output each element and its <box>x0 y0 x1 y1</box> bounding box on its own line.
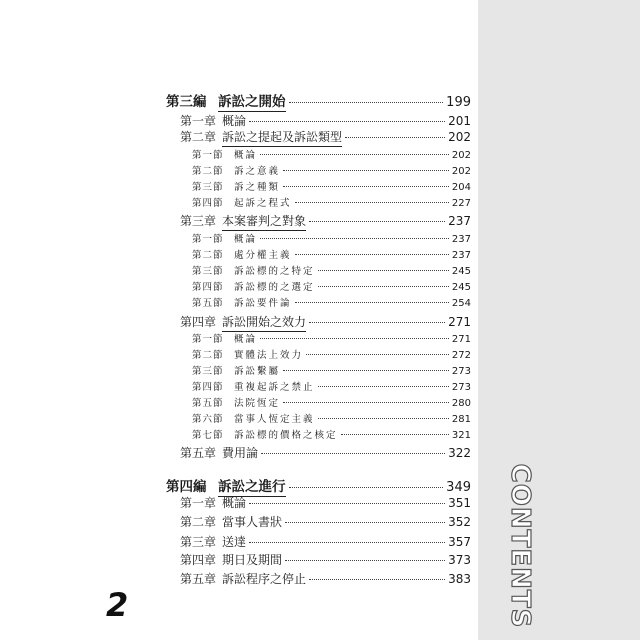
toc-section-page: 237 <box>451 250 471 261</box>
dot-leader <box>318 386 449 387</box>
dot-leader <box>283 186 449 187</box>
toc-section-title: 訴訟標的之特定 <box>234 266 315 277</box>
toc-chapter-label: 第一章 <box>180 114 217 128</box>
dot-leader <box>318 286 449 287</box>
dot-leader <box>260 154 449 155</box>
dot-leader <box>345 137 445 138</box>
toc-section-page: 202 <box>451 166 471 177</box>
toc-section-label: 第二節 <box>192 250 224 261</box>
toc-section-row <box>192 427 471 441</box>
toc-section-label: 第三節 <box>192 366 224 377</box>
toc-section-page: 321 <box>451 430 471 441</box>
toc-chapter-title: 訴訟程序之停止 <box>222 572 307 586</box>
toc-chapter-title: 訴訟之提起及訴訟類型 <box>222 128 342 147</box>
toc-section-row <box>192 395 471 409</box>
toc-section-row <box>192 331 471 345</box>
toc-chapter-title: 當事人書狀 <box>222 515 283 529</box>
toc-chapter-title: 概論 <box>222 114 247 128</box>
dot-leader <box>295 254 449 255</box>
toc-section-row <box>192 347 471 361</box>
toc-part-title: 訴訟之開始 <box>218 90 286 112</box>
dot-leader <box>249 121 445 122</box>
toc-section-title: 概論 <box>234 234 258 245</box>
toc-chapter-label: 第三章 <box>180 535 217 549</box>
toc-section-page: 271 <box>451 334 471 345</box>
toc-section-page: 254 <box>451 298 471 309</box>
toc-chapter-title: 概論 <box>222 496 247 510</box>
toc-chapter-title: 訴訟開始之效力 <box>222 313 306 332</box>
dot-leader <box>260 238 449 239</box>
toc-part-label: 第四編 <box>166 479 207 495</box>
toc-section-page: 281 <box>451 414 471 425</box>
toc-section-row <box>192 147 471 161</box>
toc-chapter-title: 本案審判之對象 <box>222 212 306 231</box>
toc-section-title: 當事人恆定主義 <box>234 414 315 425</box>
toc-section-label: 第四節 <box>192 198 224 209</box>
toc-part-label: 第三編 <box>166 94 207 110</box>
contents-label-text: CONTENTS <box>505 463 535 629</box>
toc-section-page: 245 <box>451 266 471 277</box>
toc-section-row <box>192 411 471 425</box>
toc-section-row <box>192 279 471 293</box>
toc-chapter-page: 373 <box>448 553 471 567</box>
dot-leader <box>341 434 449 435</box>
dot-leader <box>309 221 445 222</box>
toc-section-title: 訴之種類 <box>234 182 281 193</box>
toc-section-page: 245 <box>451 282 471 293</box>
dot-leader <box>289 102 444 103</box>
toc-chapter-title: 費用論 <box>222 446 259 460</box>
toc-section-page: 273 <box>451 366 471 377</box>
dot-leader <box>283 370 449 371</box>
toc-chapter-page: 237 <box>448 214 471 228</box>
toc-chapter-label: 第三章 <box>180 214 217 228</box>
toc-section-title: 訴訟標的之選定 <box>234 282 315 293</box>
toc-chapter-label: 第五章 <box>180 446 217 460</box>
toc-chapter-page: 383 <box>448 572 471 586</box>
toc-section-page: 273 <box>451 382 471 393</box>
toc-section-row <box>192 247 471 261</box>
toc-section-label: 第一節 <box>192 234 224 245</box>
toc-chapter-label: 第一章 <box>180 496 217 510</box>
dot-leader <box>283 170 449 171</box>
toc-chapter-row <box>180 494 471 511</box>
toc-chapter-label: 第二章 <box>180 130 217 144</box>
toc-section-page: 204 <box>451 182 471 193</box>
toc-section-label: 第二節 <box>192 166 224 177</box>
toc-chapter-page: 201 <box>448 114 471 128</box>
dot-leader <box>249 503 445 504</box>
toc-section-title: 概論 <box>234 334 258 345</box>
toc-section-title: 訴訟繫屬 <box>234 366 281 377</box>
toc-section-title: 起訴之程式 <box>234 198 292 209</box>
toc-chapter-row <box>180 551 471 568</box>
toc-section-label: 第五節 <box>192 398 224 409</box>
dot-leader <box>249 542 445 543</box>
dot-leader <box>309 322 445 323</box>
dot-leader <box>283 402 449 403</box>
toc-chapter-title: 期日及期間 <box>222 553 283 567</box>
dot-leader <box>289 487 444 488</box>
toc-section-title: 實體法上效力 <box>234 350 304 361</box>
toc-chapter-title: 送達 <box>222 535 247 549</box>
toc-section-label: 第四節 <box>192 382 224 393</box>
dot-leader <box>295 202 449 203</box>
toc-chapter-row <box>180 513 471 530</box>
dot-leader <box>318 418 449 419</box>
toc-chapter-row <box>180 128 471 147</box>
toc-chapter-row <box>180 313 471 332</box>
toc-section-row <box>192 179 471 193</box>
toc-chapter-label: 第五章 <box>180 572 217 586</box>
toc-chapter-row <box>180 570 471 587</box>
toc-chapter-row <box>180 444 471 461</box>
toc-chapter-label: 第二章 <box>180 515 217 529</box>
toc-section-label: 第一節 <box>192 334 224 345</box>
toc-chapter-label: 第四章 <box>180 315 217 329</box>
dot-leader <box>260 338 449 339</box>
toc-chapter-row <box>180 112 471 129</box>
dot-leader <box>285 522 445 523</box>
toc-section-label: 第四節 <box>192 282 224 293</box>
toc-section-page: 202 <box>451 150 471 161</box>
toc-section-row <box>192 195 471 209</box>
dot-leader <box>261 453 445 454</box>
toc-chapter-page: 357 <box>448 535 471 549</box>
toc-chapter-page: 271 <box>448 315 471 329</box>
toc-section-row <box>192 363 471 377</box>
toc-section-title: 重複起訴之禁止 <box>234 382 315 393</box>
toc-section-row <box>192 295 471 309</box>
toc-section-title: 處分權主義 <box>234 250 292 261</box>
toc-section-row <box>192 263 471 277</box>
dot-leader <box>295 302 449 303</box>
toc-chapter-label: 第四章 <box>180 553 217 567</box>
toc-chapter-page: 352 <box>448 515 471 529</box>
toc-chapter-page: 351 <box>448 496 471 510</box>
toc-section-title: 訴訟標的價格之核定 <box>234 430 338 441</box>
toc-chapter-row <box>180 533 471 550</box>
toc-section-label: 第三節 <box>192 266 224 277</box>
toc-part-page: 349 <box>446 480 471 495</box>
toc-section-label: 第二節 <box>192 350 224 361</box>
toc-section-label: 第六節 <box>192 414 224 425</box>
toc-section-label: 第三節 <box>192 182 224 193</box>
toc-section-title: 法院恆定 <box>234 398 281 409</box>
toc-section-label: 第七節 <box>192 430 224 441</box>
page-number: 2 <box>106 586 129 624</box>
contents-label <box>500 463 540 629</box>
toc-section-label: 第五節 <box>192 298 224 309</box>
toc-section-title: 訴訟要件論 <box>234 298 292 309</box>
toc-section-page: 227 <box>451 198 471 209</box>
toc-section-row <box>192 379 471 393</box>
dot-leader <box>309 579 445 580</box>
toc-section-row <box>192 231 471 245</box>
toc-section-row <box>192 163 471 177</box>
dot-leader <box>285 560 445 561</box>
toc-section-label: 第一節 <box>192 150 224 161</box>
dot-leader <box>318 270 449 271</box>
toc-section-page: 280 <box>451 398 471 409</box>
toc-section-page: 272 <box>451 350 471 361</box>
toc-section-title: 訴之意義 <box>234 166 281 177</box>
toc-chapter-page: 322 <box>448 446 471 460</box>
toc-chapter-row <box>180 212 471 231</box>
toc-section-title: 概論 <box>234 150 258 161</box>
toc-section-page: 237 <box>451 234 471 245</box>
toc-part-title: 訴訟之進行 <box>218 475 286 497</box>
toc-part-page: 199 <box>446 95 471 110</box>
toc-chapter-page: 202 <box>448 130 471 144</box>
dot-leader <box>306 354 449 355</box>
toc-part-row <box>166 90 471 112</box>
